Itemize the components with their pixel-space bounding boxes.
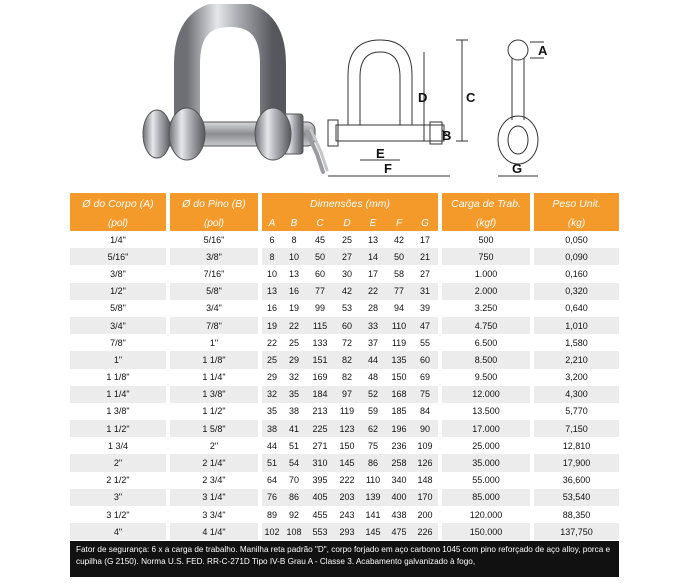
- cell-dim-a: 22: [258, 334, 282, 351]
- cell-dim-a: 29: [258, 369, 282, 386]
- cell-dim-g: 84: [412, 403, 438, 420]
- cell-dim-e: 52: [360, 386, 386, 403]
- cell-dim-b: 92: [282, 506, 306, 523]
- cell-dim-g: 126: [412, 454, 438, 471]
- cell-dim-f: 475: [386, 523, 412, 540]
- cell-dim-a: 25: [258, 351, 282, 368]
- cell-pino: 1": [166, 334, 258, 351]
- subheader-dim-e: E: [360, 215, 386, 231]
- cell-dim-g: 27: [412, 265, 438, 282]
- cell-dim-e: 145: [360, 523, 386, 540]
- cell-pino: 1 5/8": [166, 420, 258, 437]
- cell-dim-a: 76: [258, 489, 282, 506]
- cell-corpo: 2": [70, 454, 166, 471]
- cell-pino: 2": [166, 437, 258, 454]
- cell-dim-e: 37: [360, 334, 386, 351]
- cell-dim-c: 77: [306, 283, 334, 300]
- cell-dim-a: 16: [258, 300, 282, 317]
- table-row: [70, 386, 619, 403]
- cell-dim-a: 89: [258, 506, 282, 523]
- cell-dim-g: 31: [412, 283, 438, 300]
- cell-dim-b: 10: [282, 248, 306, 265]
- cell-dim-d: 97: [334, 386, 360, 403]
- cell-dim-f: 94: [386, 300, 412, 317]
- cell-dim-d: 53: [334, 300, 360, 317]
- cell-dim-a: 32: [258, 386, 282, 403]
- cell-dim-b: 38: [282, 403, 306, 420]
- cell-dim-b: 8: [282, 231, 306, 248]
- cell-peso: 137,750: [530, 523, 619, 540]
- label-e: E: [376, 146, 385, 161]
- cell-peso: 1,580: [530, 334, 619, 351]
- label-a: A: [538, 43, 548, 58]
- cell-peso: 12,810: [530, 437, 619, 454]
- label-d: D: [418, 90, 428, 105]
- cell-dim-f: 135: [386, 351, 412, 368]
- cell-pino: 2 1/4": [166, 454, 258, 471]
- spec-table-body: [70, 231, 619, 540]
- cell-dim-f: 236: [386, 437, 412, 454]
- cell-dim-c: 151: [306, 351, 334, 368]
- cell-dim-d: 82: [334, 369, 360, 386]
- cell-dim-f: 42: [386, 231, 412, 248]
- cell-dim-d: 119: [334, 403, 360, 420]
- product-figures: [0, 0, 689, 192]
- cell-dim-e: 14: [360, 248, 386, 265]
- subheader-row: [70, 215, 619, 231]
- cell-pino: 3/4": [166, 300, 258, 317]
- subheader-pino-unit: (pol): [166, 215, 258, 231]
- cell-dim-e: 17: [360, 265, 386, 282]
- cell-peso: 88,350: [530, 506, 619, 523]
- cell-dim-g: 90: [412, 420, 438, 437]
- cell-carga: 85.000: [438, 489, 530, 506]
- cell-dim-e: 33: [360, 317, 386, 334]
- cell-peso: 4,300: [530, 386, 619, 403]
- cell-dim-a: 64: [258, 472, 282, 489]
- table-row: [70, 283, 619, 300]
- cell-carga: 35.000: [438, 454, 530, 471]
- cell-peso: 0,160: [530, 265, 619, 282]
- cell-dim-c: 455: [306, 506, 334, 523]
- cell-carga: 750: [438, 248, 530, 265]
- cell-dim-c: 225: [306, 420, 334, 437]
- cell-dim-d: 25: [334, 231, 360, 248]
- cell-dim-a: 102: [258, 523, 282, 540]
- cell-dim-g: 170: [412, 489, 438, 506]
- cell-dim-c: 405: [306, 489, 334, 506]
- header-pino: Ø do Pino (B): [166, 193, 258, 215]
- table-row: [70, 420, 619, 437]
- cell-dim-f: 340: [386, 472, 412, 489]
- cell-carga: 4.750: [438, 317, 530, 334]
- cell-carga: 120.000: [438, 506, 530, 523]
- cell-dim-d: 123: [334, 420, 360, 437]
- cell-dim-a: 8: [258, 248, 282, 265]
- cell-peso: 17,900: [530, 454, 619, 471]
- cell-dim-b: 22: [282, 317, 306, 334]
- cell-dim-c: 310: [306, 454, 334, 471]
- cell-dim-b: 108: [282, 523, 306, 540]
- cell-dim-e: 13: [360, 231, 386, 248]
- cell-dim-e: 110: [360, 472, 386, 489]
- table-row: [70, 248, 619, 265]
- cell-dim-e: 139: [360, 489, 386, 506]
- cell-pino: 1 1/8": [166, 351, 258, 368]
- cell-dim-g: 21: [412, 248, 438, 265]
- cell-corpo: 1/4": [70, 231, 166, 248]
- cell-peso: 5,770: [530, 403, 619, 420]
- header-row: [70, 193, 619, 215]
- cell-corpo: 1/2": [70, 283, 166, 300]
- cell-dim-a: 6: [258, 231, 282, 248]
- cell-dim-a: 35: [258, 403, 282, 420]
- cell-dim-b: 86: [282, 489, 306, 506]
- subheader-carga-unit: (kgf): [438, 215, 530, 231]
- cell-corpo: 1 1/4": [70, 386, 166, 403]
- cell-peso: 0,050: [530, 231, 619, 248]
- cell-dim-a: 38: [258, 420, 282, 437]
- cell-pino: 7/8": [166, 317, 258, 334]
- cell-dim-b: 35: [282, 386, 306, 403]
- cell-pino: 2 3/4": [166, 472, 258, 489]
- cell-peso: 2,210: [530, 351, 619, 368]
- cell-carga: 3.250: [438, 300, 530, 317]
- header-dimensoes: Dimensões (mm): [258, 193, 438, 215]
- table-row: [70, 403, 619, 420]
- cell-dim-e: 22: [360, 283, 386, 300]
- cell-peso: 1,010: [530, 317, 619, 334]
- cell-dim-d: 145: [334, 454, 360, 471]
- subheader-dim-d: D: [334, 215, 360, 231]
- cell-dim-d: 30: [334, 265, 360, 282]
- subheader-dim-f: F: [386, 215, 412, 231]
- cell-corpo: 1 1/2": [70, 420, 166, 437]
- cell-dim-b: 54: [282, 454, 306, 471]
- cell-corpo: 1 1/8": [70, 369, 166, 386]
- cell-dim-d: 72: [334, 334, 360, 351]
- cell-dim-d: 42: [334, 283, 360, 300]
- cell-dim-c: 45: [306, 231, 334, 248]
- cell-pino: 1 1/4": [166, 369, 258, 386]
- cell-dim-f: 258: [386, 454, 412, 471]
- cell-carga: 13.500: [438, 403, 530, 420]
- cell-dim-f: 119: [386, 334, 412, 351]
- subheader-dim-c: C: [306, 215, 334, 231]
- cell-dim-b: 16: [282, 283, 306, 300]
- cell-dim-a: 44: [258, 437, 282, 454]
- cell-dim-f: 50: [386, 248, 412, 265]
- table-row: [70, 506, 619, 523]
- cell-dim-g: 69: [412, 369, 438, 386]
- label-c: C: [466, 90, 476, 105]
- cell-pino: 3 1/4": [166, 489, 258, 506]
- cell-peso: 53,540: [530, 489, 619, 506]
- cell-dim-f: 400: [386, 489, 412, 506]
- cell-peso: 0,640: [530, 300, 619, 317]
- cell-corpo: 1": [70, 351, 166, 368]
- label-b: B: [442, 128, 452, 143]
- table-row: [70, 231, 619, 248]
- cell-dim-c: 99: [306, 300, 334, 317]
- cell-corpo: 4": [70, 523, 166, 540]
- table-row: [70, 351, 619, 368]
- cell-pino: 1 3/8": [166, 386, 258, 403]
- cell-dim-a: 19: [258, 317, 282, 334]
- cell-pino: 4 1/4": [166, 523, 258, 540]
- cell-dim-a: 10: [258, 265, 282, 282]
- cell-dim-c: 271: [306, 437, 334, 454]
- cell-dim-b: 70: [282, 472, 306, 489]
- cell-peso: 0,320: [530, 283, 619, 300]
- subheader-dim-b: B: [282, 215, 306, 231]
- cell-corpo: 1 3/8": [70, 403, 166, 420]
- front-view-drawing: [318, 30, 478, 185]
- cell-peso: 7,150: [530, 420, 619, 437]
- cell-dim-e: 86: [360, 454, 386, 471]
- cell-dim-c: 133: [306, 334, 334, 351]
- table-row: [70, 523, 619, 540]
- cell-dim-c: 213: [306, 403, 334, 420]
- table-row: [70, 300, 619, 317]
- cell-dim-f: 77: [386, 283, 412, 300]
- cell-dim-g: 148: [412, 472, 438, 489]
- cell-dim-f: 110: [386, 317, 412, 334]
- table-row: [70, 317, 619, 334]
- cell-carga: 55.000: [438, 472, 530, 489]
- cell-carga: 8.500: [438, 351, 530, 368]
- subheader-dim-g: G: [412, 215, 438, 231]
- table-row: [70, 334, 619, 351]
- table-row: [70, 472, 619, 489]
- cell-dim-f: 150: [386, 369, 412, 386]
- cell-dim-g: 17: [412, 231, 438, 248]
- subheader-corpo-unit: (pol): [70, 215, 166, 231]
- cell-peso: 36,600: [530, 472, 619, 489]
- table-row: [70, 489, 619, 506]
- cell-dim-c: 553: [306, 523, 334, 540]
- cell-dim-c: 115: [306, 317, 334, 334]
- cell-dim-f: 196: [386, 420, 412, 437]
- cell-dim-g: 39: [412, 300, 438, 317]
- cell-dim-a: 51: [258, 454, 282, 471]
- cell-dim-f: 185: [386, 403, 412, 420]
- cell-corpo: 3/4": [70, 317, 166, 334]
- cell-dim-e: 75: [360, 437, 386, 454]
- subheader-dim-a: A: [258, 215, 282, 231]
- cell-dim-g: 55: [412, 334, 438, 351]
- cell-dim-g: 109: [412, 437, 438, 454]
- table-row: [70, 369, 619, 386]
- cell-carga: 2.000: [438, 283, 530, 300]
- header-peso: Peso Unit.: [530, 193, 619, 215]
- cell-dim-g: 200: [412, 506, 438, 523]
- cell-corpo: 3/8": [70, 265, 166, 282]
- cell-dim-d: 82: [334, 351, 360, 368]
- label-g: G: [512, 161, 523, 176]
- shackle-spec-table: [70, 193, 619, 540]
- cell-dim-f: 168: [386, 386, 412, 403]
- cell-dim-e: 62: [360, 420, 386, 437]
- cell-corpo: 1 3/4: [70, 437, 166, 454]
- cell-dim-b: 25: [282, 334, 306, 351]
- label-f: F: [384, 161, 392, 176]
- cell-dim-d: 150: [334, 437, 360, 454]
- cell-peso: 0,090: [530, 248, 619, 265]
- cell-dim-f: 58: [386, 265, 412, 282]
- cell-carga: 150.000: [438, 523, 530, 540]
- subheader-peso-unit: (kg): [530, 215, 619, 231]
- cell-dim-d: 27: [334, 248, 360, 265]
- cell-pino: 3/8": [166, 248, 258, 265]
- cell-corpo: 5/8": [70, 300, 166, 317]
- footer-note: Fator de segurança: 6 x a carga de trabalho. Manilha reta padrão "D", corpo forjado em aço carbono 1045 com pino reforçado de aço alloy, porca e cupilha (G 2150). Norma U.S. FED. RR-C-271D Tipo IV-B Grau A - Classe 3. Acabamento galvanizado à fogo,: [70, 541, 619, 577]
- cell-dim-b: 51: [282, 437, 306, 454]
- cell-dim-e: 28: [360, 300, 386, 317]
- cell-corpo: 3 1/2": [70, 506, 166, 523]
- cell-pino: 5/8": [166, 283, 258, 300]
- cell-corpo: 2 1/2": [70, 472, 166, 489]
- cell-dim-g: 75: [412, 386, 438, 403]
- cell-dim-b: 41: [282, 420, 306, 437]
- cell-dim-e: 48: [360, 369, 386, 386]
- cell-dim-c: 50: [306, 248, 334, 265]
- cell-dim-d: 243: [334, 506, 360, 523]
- cell-peso: 3,200: [530, 369, 619, 386]
- cell-pino: 7/16": [166, 265, 258, 282]
- cell-dim-c: 395: [306, 472, 334, 489]
- cell-corpo: 3": [70, 489, 166, 506]
- cell-dim-d: 60: [334, 317, 360, 334]
- cell-carga: 17.000: [438, 420, 530, 437]
- cell-dim-c: 184: [306, 386, 334, 403]
- cell-dim-d: 203: [334, 489, 360, 506]
- cell-dim-d: 222: [334, 472, 360, 489]
- cell-dim-g: 226: [412, 523, 438, 540]
- cell-dim-e: 44: [360, 351, 386, 368]
- table-row: [70, 265, 619, 282]
- cell-dim-e: 59: [360, 403, 386, 420]
- cell-carga: 6.500: [438, 334, 530, 351]
- cell-carga: 1.000: [438, 265, 530, 282]
- cell-dim-c: 169: [306, 369, 334, 386]
- cell-carga: 9.500: [438, 369, 530, 386]
- cell-dim-d: 293: [334, 523, 360, 540]
- cell-dim-b: 19: [282, 300, 306, 317]
- cell-carga: 12.000: [438, 386, 530, 403]
- cell-dim-b: 32: [282, 369, 306, 386]
- cell-dim-b: 13: [282, 265, 306, 282]
- cell-dim-g: 60: [412, 351, 438, 368]
- table-row: [70, 437, 619, 454]
- table-row: [70, 454, 619, 471]
- cell-carga: 25.000: [438, 437, 530, 454]
- cell-dim-a: 13: [258, 283, 282, 300]
- cell-pino: 5/16": [166, 231, 258, 248]
- cell-carga: 500: [438, 231, 530, 248]
- cell-dim-g: 47: [412, 317, 438, 334]
- cell-dim-e: 141: [360, 506, 386, 523]
- cell-dim-c: 60: [306, 265, 334, 282]
- cell-corpo: 5/16": [70, 248, 166, 265]
- header-corpo: Ø do Corpo (A): [70, 193, 166, 215]
- side-view-drawing: [478, 30, 568, 185]
- cell-pino: 1 1/2": [166, 403, 258, 420]
- header-carga: Carga de Trab.: [438, 193, 530, 215]
- cell-dim-f: 438: [386, 506, 412, 523]
- cell-pino: 3 3/4": [166, 506, 258, 523]
- cell-corpo: 7/8": [70, 334, 166, 351]
- cell-dim-b: 29: [282, 351, 306, 368]
